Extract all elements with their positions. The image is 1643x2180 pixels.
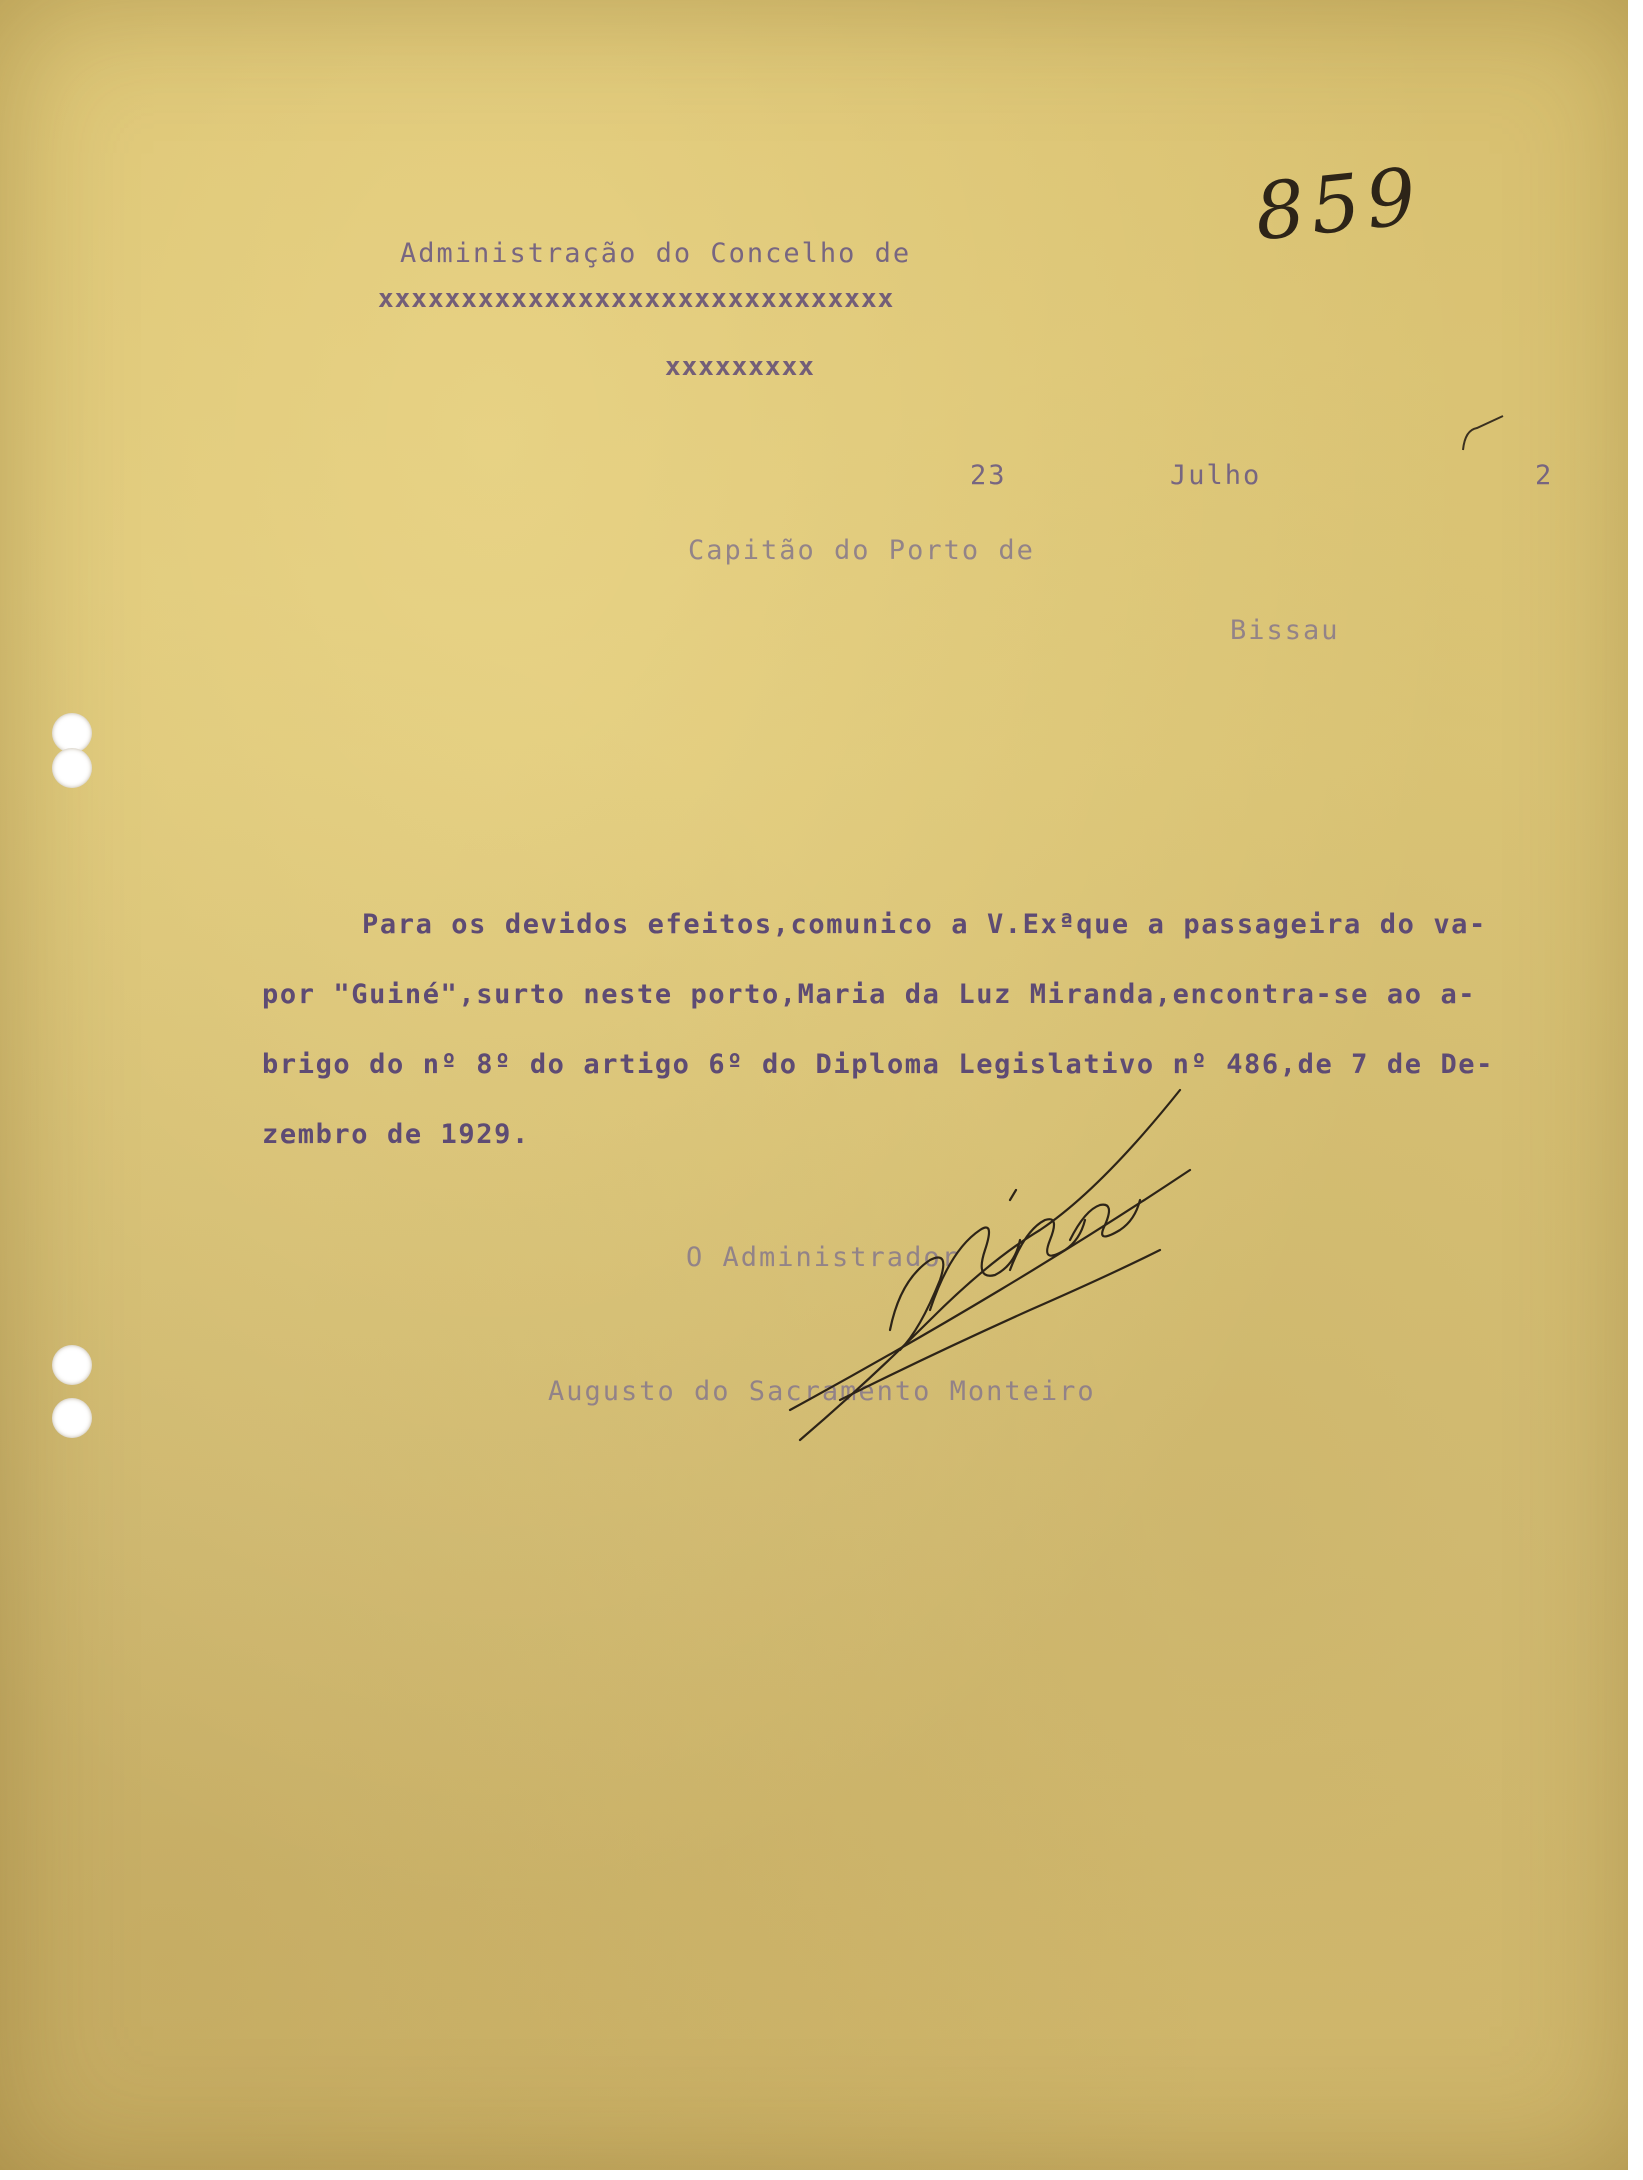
body-line: zembro de 1929. bbox=[262, 1119, 530, 1150]
body-line: por "Guiné",surto neste porto,Maria da Luz Miranda,encontra-se ao a- bbox=[262, 979, 1477, 1010]
handwritten-signature bbox=[780, 1080, 1200, 1450]
closing-title: O Administrador bbox=[686, 1242, 960, 1273]
body-line: brigo do nº 8º do artigo 6º do Diploma Legislativo nº 486,de 7 de De- bbox=[262, 1049, 1495, 1080]
header-line-2-struck: xxxxxxxxxxxxxxxxxxxxxxxxxxxxxxx bbox=[378, 284, 895, 314]
date-month: Julho bbox=[1170, 460, 1262, 491]
scan-margin-bottom bbox=[0, 2170, 1643, 2180]
pencil-mark bbox=[1455, 410, 1515, 470]
body-line: Para os devidos efeitos,comunico a V.Exªque a passageira do va- bbox=[362, 909, 1487, 940]
header-line-3-struck: xxxxxxxxx bbox=[665, 352, 815, 382]
date-year-fragment: 2 bbox=[1535, 460, 1554, 491]
date-day: 23 bbox=[970, 460, 1007, 491]
punch-hole bbox=[52, 748, 92, 788]
punch-hole bbox=[52, 713, 92, 753]
header-line-1: Administração do Concelho de bbox=[400, 238, 912, 269]
punch-hole bbox=[52, 1398, 92, 1438]
punch-hole bbox=[52, 1345, 92, 1385]
handwritten-number: 859 bbox=[1250, 151, 1427, 259]
recipient-line-1: Capitão do Porto de bbox=[688, 535, 1035, 566]
signatory-name: Augusto do Sacramento Monteiro bbox=[548, 1376, 1096, 1407]
recipient-line-2: Bissau bbox=[1230, 615, 1340, 646]
